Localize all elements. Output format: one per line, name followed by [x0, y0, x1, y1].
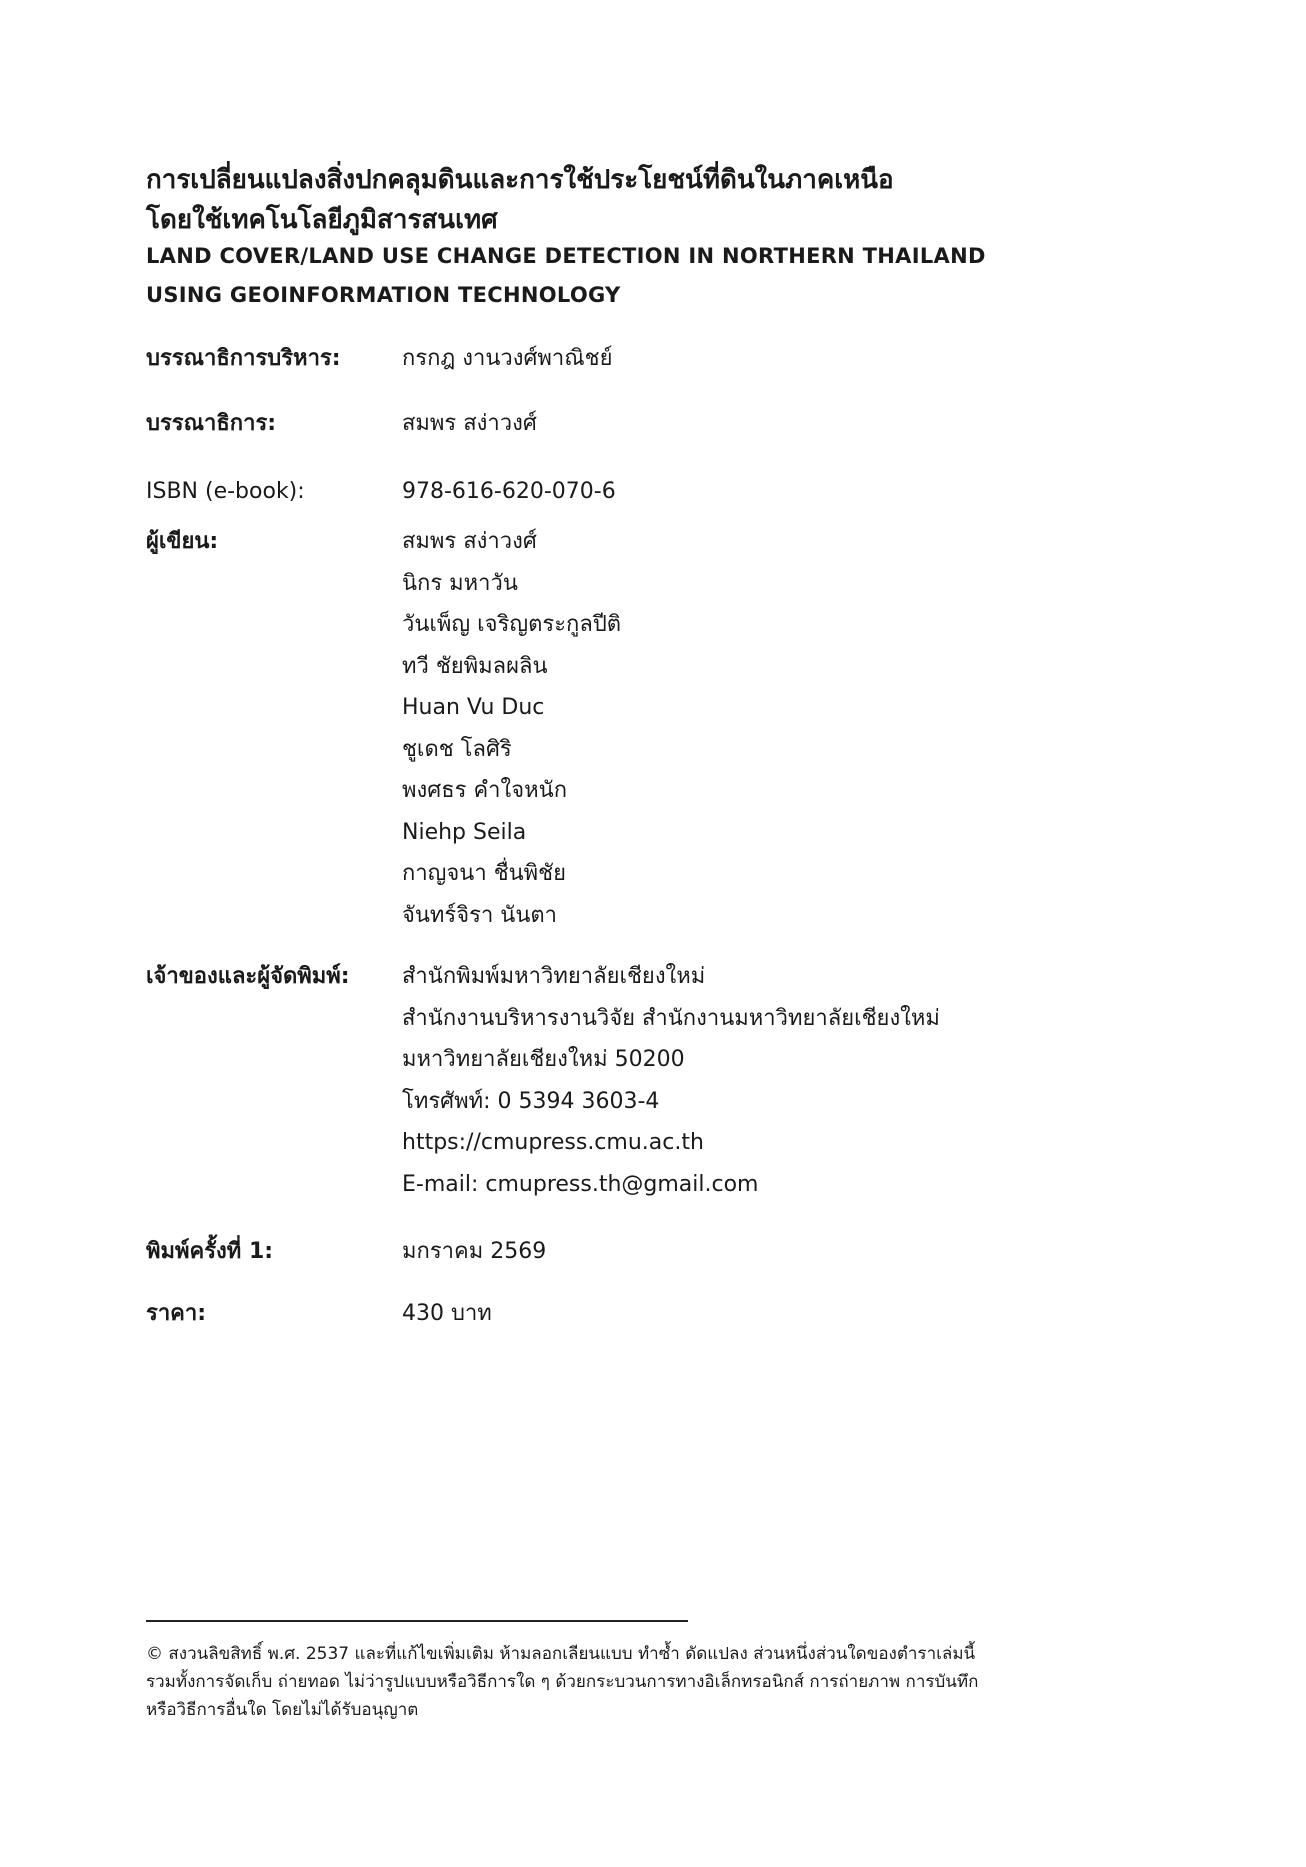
publisher-website: https://cmupress.cmu.ac.th [402, 1130, 704, 1155]
author-item: นิกร มหาวัน [402, 570, 518, 596]
publisher-email: E-mail: cmupress.th@gmail.com [402, 1171, 759, 1197]
price-value: 430 บาท [402, 1301, 492, 1326]
author-item: ชูเดช โลศิริ [402, 736, 512, 762]
copyright-line-1: © สงวนลิขสิทธิ์ พ.ศ. 2537 และที่แก้ไขเพิ่มเติม ห้ามลอกเลียนแบบ ทำซ้ำ ดัดแปลง ส่วนหนึ่งส่วนใดของตำราเล่มนี้ [146, 1644, 976, 1664]
title-english-line-2: USING GEOINFORMATION TECHNOLOGY [146, 283, 621, 307]
isbn-value: 978-616-620-070-6 [402, 479, 616, 504]
publisher-address: มหาวิทยาลัยเชียงใหม่ 50200 [402, 1047, 685, 1072]
isbn-label: ISBN (e-book): [146, 479, 305, 504]
copyright-footnote [146, 1640, 1156, 1724]
author-item: จันทร์จิรา นันตา [402, 902, 558, 928]
publisher-phone: โทรศัพท์: 0 5394 3603-4 [402, 1088, 660, 1114]
author-item: พงศธร คำใจหนัก [402, 778, 568, 803]
author-item: สมพร สง่าวงศ์ [402, 529, 537, 554]
publisher-label: เจ้าของและผู้จัดพิมพ์: [146, 964, 350, 989]
publisher-name: สำนักพิมพ์มหาวิทยาลัยเชียงใหม่ [402, 964, 706, 989]
publisher-office: สำนักงานบริหารงานวิจัย สำนักงานมหาวิทยาลัยเชียงใหม่ [402, 1005, 940, 1031]
author-item: กาญจนา ชื่นพิชัย [402, 861, 566, 886]
executive-editor-value: กรกฎ งานวงศ์พาณิชย์ [402, 346, 613, 371]
authors-list [402, 525, 621, 940]
first-print-value: มกราคม 2569 [402, 1239, 547, 1264]
price-label: ราคา: [146, 1301, 207, 1326]
author-item: ทวี ชัยพิมลผลิน [402, 653, 548, 679]
authors-label: ผู้เขียน: [146, 529, 219, 554]
title-thai-line-1: การเปลี่ยนแปลงสิ่งปกคลุมดินและการใช้ประโยชน์ที่ดินในภาคเหนือ [146, 165, 894, 195]
title-thai-line-2: โดยใช้เทคโนโลยีภูมิสารสนเทศ [146, 205, 498, 235]
executive-editor-label: บรรณาธิการบริหาร: [146, 346, 341, 371]
author-item: Huan Vu Duc [402, 695, 545, 720]
author-item: Niehp Seila [402, 819, 527, 845]
author-item: วันเพ็ญ เจริญตระกูลปีติ [402, 612, 622, 637]
editor-value: สมพร สง่าวงศ์ [402, 411, 537, 436]
publisher-details [402, 960, 940, 1209]
footnote-divider [146, 1620, 688, 1622]
editor-label: บรรณาธิการ: [146, 411, 277, 436]
first-print-label: พิมพ์ครั้งที่ 1: [146, 1239, 274, 1264]
title-english-line-1: LAND COVER/LAND USE CHANGE DETECTION IN NORTHERN THAILAND [146, 244, 986, 268]
copyright-line-2: รวมทั้งการจัดเก็บ ถ่ายทอด ไม่ว่ารูปแบบหรือวิธีการใด ๆ ด้วยกระบวนการทางอิเล็กทรอนิกส์ การถ่ายภาพ การบันทึก [146, 1672, 979, 1692]
copyright-line-3: หรือวิธีการอื่นใด โดยไม่ได้รับอนุญาต [146, 1700, 419, 1720]
